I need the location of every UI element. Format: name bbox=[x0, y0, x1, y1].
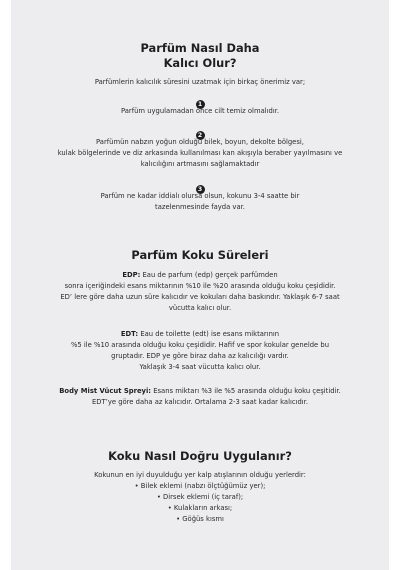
edt-line-3: gruptadır. EDP ye göre biraz daha az kalıcılığı vardır. bbox=[111, 352, 289, 360]
section1-title bbox=[11, 41, 389, 71]
tip-2-line-2: kulak bölgelerinde ve diz arkasında kullanılması kan akışıyla beraber yayılmasını ve bbox=[57, 149, 343, 157]
number-2-icon: 2 bbox=[196, 131, 205, 140]
edp-line-3: ED’ lere göre daha uzun süre kalıcıdır ve kokuları daha baskındır. Yaklaşık 6-7 saat bbox=[60, 293, 340, 301]
body-mist-line-1 bbox=[11, 386, 389, 397]
list-item: • Kulakların arkası; bbox=[167, 504, 233, 512]
section1-intro: Parfümlerin kalıcılık süresini uzatmak için birkaç önerimiz var; bbox=[94, 78, 306, 86]
body-mist-line-1-rest: Esans miktarı %3 ile %5 arasında olduğu koku çeşitidir. bbox=[151, 387, 341, 395]
edp-line-1-rest: Eau de parfum (edp) gerçek parfümden bbox=[140, 271, 278, 279]
edp-line-2: sonra içeriğindeki esans miktarının %10 ile %20 arasında olduğu koku çeşididir. bbox=[64, 282, 336, 290]
list-item: • Dirsek eklemi (iç taraf); bbox=[156, 493, 244, 501]
tip-3-line-1: Parfüm ne kadar iddialı olursa olsun, kokunu 3-4 saatte bir bbox=[100, 192, 300, 200]
number-1-icon: 1 bbox=[196, 100, 205, 109]
edt-line-1 bbox=[11, 329, 389, 340]
tip-2-line-1: Parfümün nabzın yoğun olduğu bilek, boyun, dekolte bölgesi, bbox=[96, 138, 304, 146]
edp-line-4: vücutta kalıcı olur. bbox=[168, 304, 232, 312]
edt-line-1-rest: Eau de toilette (edt) ise esans miktarının bbox=[138, 330, 280, 338]
tip-3-line-2: tazelenmesinde fayda var. bbox=[155, 203, 245, 211]
tip-2 bbox=[11, 126, 389, 170]
list-item: • Göğüs kısmı bbox=[176, 515, 224, 523]
edt-line-4: Yaklaşık 3-4 saat vücutta kalıcı olur. bbox=[139, 363, 261, 371]
edp-lead: EDP: bbox=[122, 271, 141, 279]
body-mist-block bbox=[11, 386, 389, 408]
number-3-icon: 3 bbox=[196, 185, 205, 194]
edp-line-1 bbox=[11, 270, 389, 281]
edp-block bbox=[11, 270, 389, 314]
content-panel bbox=[11, 0, 389, 570]
body-mist-line-2: EDT’ye göre daha az kalıcıdır. Ortalama 2-3 saat kadar kalıcıdır. bbox=[91, 398, 309, 406]
list-item: • Bilek eklemi (nabzı ölçtüğümüz yer); bbox=[134, 482, 266, 490]
section3-intro: Kokunun en iyi duyulduğu yer kalp atışlarının olduğu yerlerdir: bbox=[94, 471, 306, 479]
body-mist-lead: Body Mist Vücut Spreyi: bbox=[59, 387, 152, 395]
tip-3 bbox=[11, 180, 389, 213]
tip-1-line: Parfüm uygulamadan önce cilt temiz olmalıdır. bbox=[120, 107, 280, 115]
edt-line-2: %5 ile %10 arasında olduğu koku çeşididir. Hafif ve spor kokular genelde bu bbox=[70, 341, 330, 349]
section3-title: Koku Nasıl Doğru Uygulanır? bbox=[108, 449, 292, 463]
tip-2-line-3: kalıcılığını artmasını sağlamaktadır bbox=[140, 160, 260, 168]
section1-title-line2: Kalıcı Olur? bbox=[163, 56, 237, 70]
section1-title-line1: Parfüm Nasıl Daha bbox=[140, 41, 260, 55]
application-points-list bbox=[11, 481, 389, 525]
edt-lead: EDT: bbox=[120, 330, 139, 338]
edt-block bbox=[11, 329, 389, 373]
tip-1 bbox=[11, 95, 389, 117]
section2-title: Parfüm Koku Süreleri bbox=[131, 248, 269, 262]
